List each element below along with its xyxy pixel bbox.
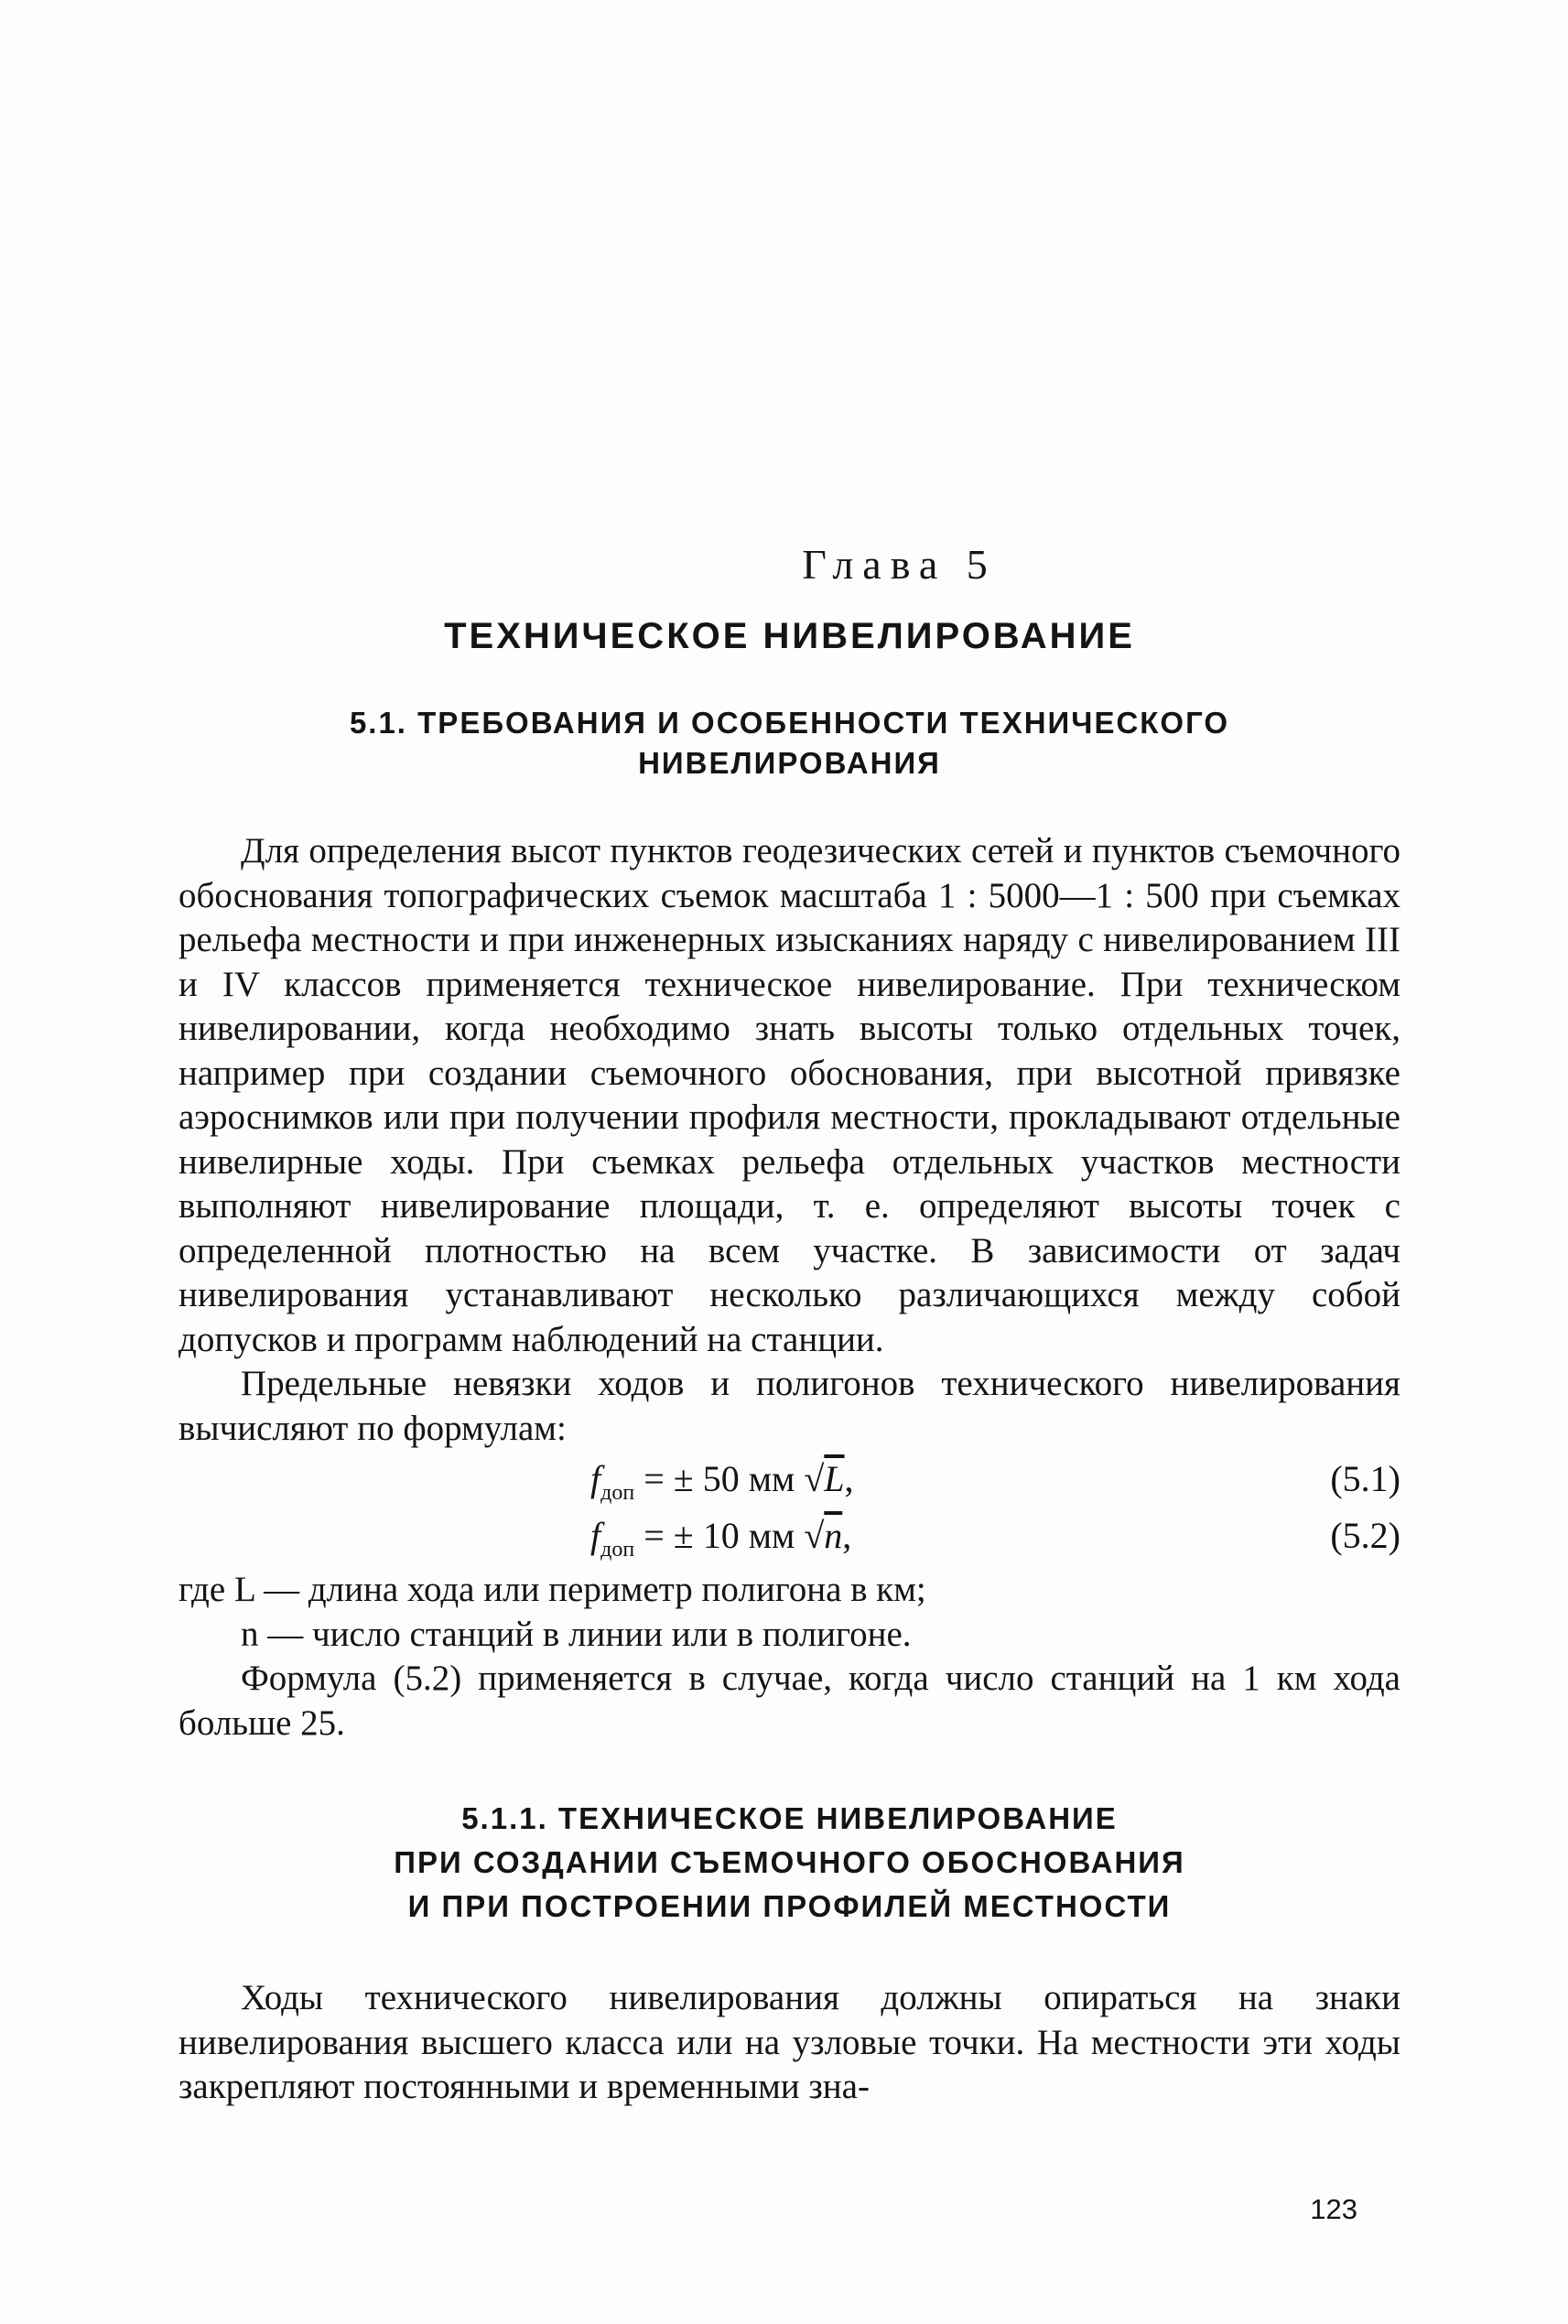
sqrt-sign: √ xyxy=(804,1515,825,1556)
subsection-title-line3: И ПРИ ПОСТРОЕНИИ ПРОФИЛЕЙ МЕСТНОСТИ xyxy=(407,1889,1172,1923)
paragraph-intro: Для определения высот пунктов геодезических сетей и пунктов съемочного обоснования топографических съемок масштаба 1 : 5000—1 : 500 при съемках рельефа местности и при инженерных изысканиях наряду с нивелированием III и IV классов применяется техническое нивелирование. При техническом нивелировании, когда необходимо знать высоты только отдельных точек, например при создании съемочного обоснования, при высотной привязке аэроснимков или при получении профиля местности, прокладывают отдельные нивелирные ходы. При съемках рельефа отдельных участков местности выполняют нивелирование площади, т. е. определяют высоты точек с определенной плотностью на всем участке. В зависимости от задач нивелирования устанавливают несколько различающихся между собой допусков и программ наблюдений на станции. xyxy=(178,831,1400,1359)
formula-5-2 xyxy=(178,1508,1400,1564)
page-number: 123 xyxy=(1310,2193,1357,2225)
paragraph-formulas-intro: Предельные невязки ходов и полигонов технического нивелирования вычисляют по формулам: xyxy=(178,1364,1400,1448)
paragraph-traverses: Ходы технического нивелирования должны опираться на знаки нивелирования высшего класса или на узловые точки. На местности эти ходы закрепляют постоянными и временными зна- xyxy=(178,1978,1400,2106)
definition-n: n — число станций в линии или в полигоне. xyxy=(241,1614,912,1654)
formula-expression: $f_{доп}$ = ± 50 мм √L, xyxy=(590,1458,854,1505)
formula-number: (5.2) xyxy=(1330,1515,1400,1556)
subsection-title xyxy=(178,1797,1400,1929)
formula-expression: $f_{доп}$ = ± 10 мм √n, xyxy=(590,1515,852,1562)
chapter-title: ТЕХНИЧЕСКОЕ НИВЕЛИРОВАНИЕ xyxy=(444,616,1135,656)
section-title-line2: НИВЕЛИРОВАНИЯ xyxy=(638,746,941,780)
sqrt-sign: √ xyxy=(804,1458,825,1499)
formula-number: (5.1) xyxy=(1330,1458,1400,1499)
definitions xyxy=(178,1568,1400,1657)
section-title xyxy=(178,703,1400,784)
formula-5-1 xyxy=(178,1451,1400,1508)
subsection-title-line2: ПРИ СОЗДАНИИ СЪЕМОЧНОГО ОБОСНОВАНИЯ xyxy=(394,1845,1185,1879)
paragraph-formula-note: Формула (5.2) применяется в случае, когда число станций на 1 км хода больше 25. xyxy=(178,1659,1400,1743)
book-page xyxy=(178,540,1400,2110)
subsection-title-line1: 5.1.1. ТЕХНИЧЕСКОЕ НИВЕЛИРОВАНИЕ xyxy=(461,1801,1118,1835)
chapter-label: Глава 5 xyxy=(802,541,997,588)
section-title-line1: 5.1. ТРЕБОВАНИЯ И ОСОБЕННОСТИ ТЕХНИЧЕСКОГО xyxy=(349,706,1230,740)
definition-L: где L — длина хода или периметр полигона в км; xyxy=(178,1570,926,1609)
